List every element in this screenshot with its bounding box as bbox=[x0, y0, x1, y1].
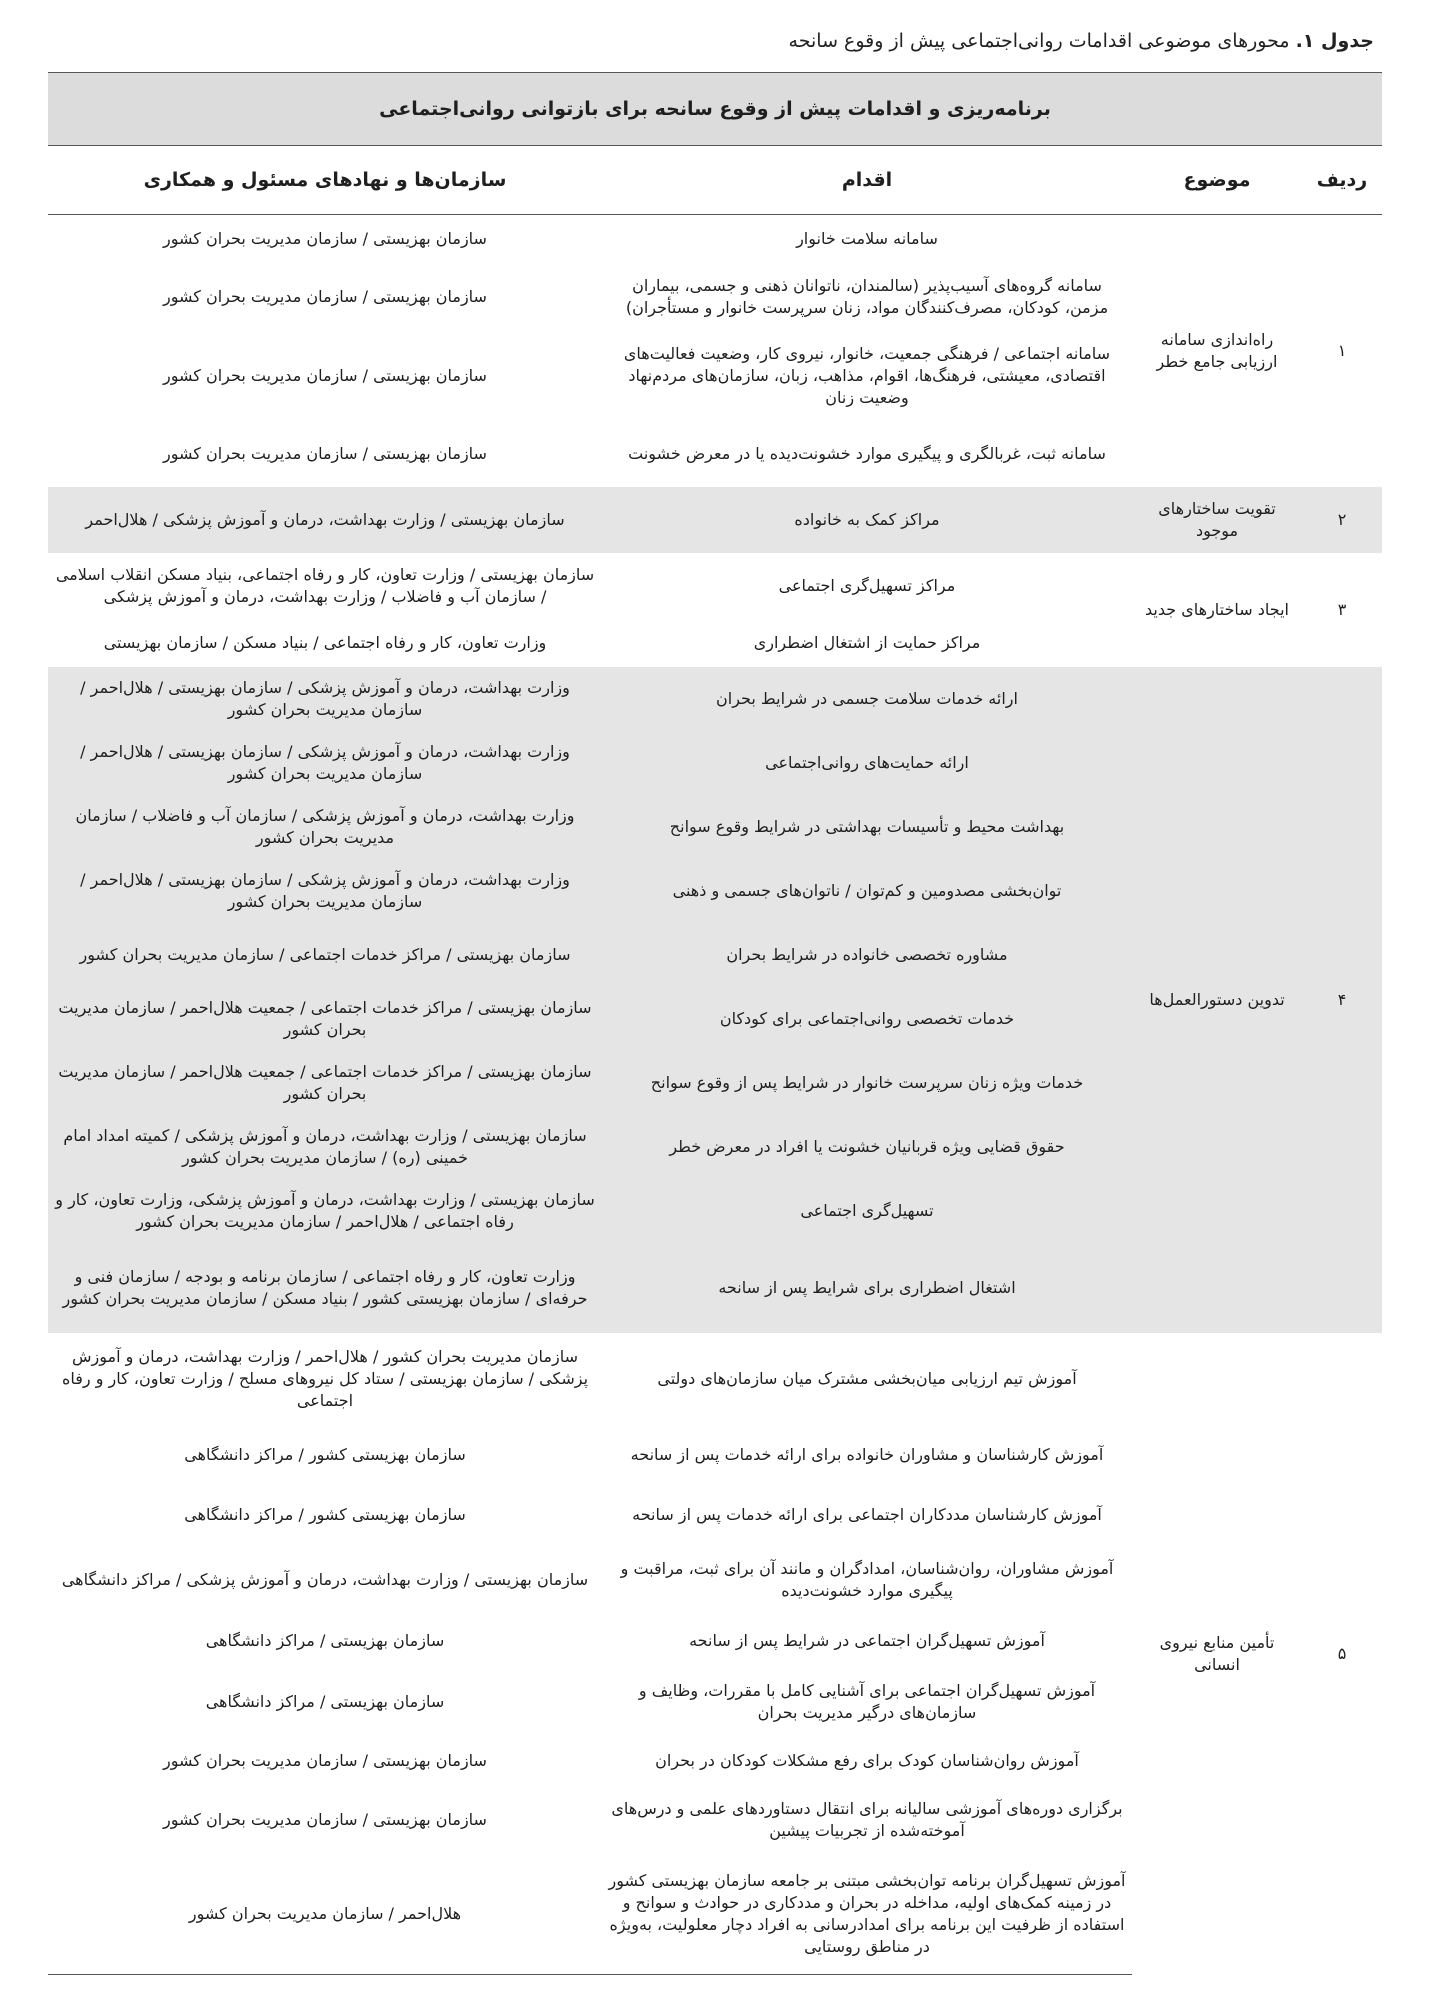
action-cell: برگزاری دوره‌های آموزشی سالیانه برای انتقال دستاوردهای علمی و درس‌های آموخته‌شده از تجربیات پیشین bbox=[611, 1798, 1123, 1840]
action-cell: ارائه حمایت‌های روانی‌اجتماعی bbox=[602, 731, 1132, 795]
orgs-cell: سازمان بهزیستی / وزارت تعاون، کار و رفاه اجتماعی، بنیاد مسکن انقلاب اسلامی / سازمان آب و فاضلاب / وزارت بهداشت، درمان و آموزش پزشکی bbox=[55, 564, 595, 606]
caption-text: محورهای موضوعی اقدامات روانی‌اجتماعی پیش از وقوع سانحه bbox=[788, 30, 1296, 52]
header-organizations: سازمان‌ها و نهادهای مسئول و همکاری bbox=[48, 146, 602, 215]
action-cell: آموزش تسهیل‌گران اجتماعی در شرایط پس از سانحه bbox=[689, 1630, 1045, 1650]
orgs-cell: سازمان بهزیستی کشور / مراکز دانشگاهی bbox=[184, 1504, 466, 1524]
action-cell: مشاوره تخصصی خانواده در شرایط بحران bbox=[602, 923, 1132, 987]
orgs-cell: وزارت بهداشت، درمان و آموزش پزشکی / سازمان آب و فاضلاب / سازمان مدیریت بحران کشور bbox=[48, 795, 602, 859]
orgs-cell: سازمان بهزیستی / وزارت بهداشت، درمان و آموزش پزشکی / کمیته امداد امام خمینی (ره) / سازمان مدیریت بحران کشور bbox=[48, 1115, 602, 1179]
row-number: ۱ bbox=[1337, 340, 1347, 360]
action-cell: سامانه اجتماعی / فرهنگی جمعیت، خانوار، نیروی کار، وضعیت فعالیت‌های اقتصادی، معیشتی، فرهنگ‌ها، اقوام، مذاهب، زبان، سازمان‌های مردم‌نهاد وضعیت زنان bbox=[623, 343, 1111, 407]
orgs-cell: سازمان بهزیستی / سازمان مدیریت بحران کشور bbox=[163, 1750, 487, 1770]
header-action: اقدام bbox=[602, 146, 1132, 215]
orgs-cell: سازمان بهزیستی / مراکز دانشگاهی bbox=[205, 1691, 445, 1711]
orgs-cell: سازمان بهزیستی / وزارت بهداشت، درمان و آموزش پزشکی، وزارت تعاون، کار و رفاه اجتماعی / هلال‌احمر / سازمان مدیریت بحران کشور bbox=[48, 1179, 602, 1243]
action-cell: سامانه گروه‌های آسیب‌پذیر (سالمندان، ناتوانان ذهنی و جسمی، بیماران مزمن، کودکان، مصرف‌کنندگان مواد، زنان سرپرست خانوار و مستأجران) bbox=[625, 275, 1109, 317]
orgs-cell: وزارت بهداشت، درمان و آموزش پزشکی / سازمان بهزیستی / هلال‌احمر / سازمان مدیریت بحران کشور bbox=[48, 859, 602, 923]
orgs-cell: سازمان مدیریت بحران کشور / هلال‌احمر / وزارت بهداشت، درمان و آموزش پزشکی / سازمان بهزیستی / ستاد کل نیروهای مسلح / وزارت تعاون، کار و رفاه اجتماعی bbox=[61, 1346, 589, 1410]
action-cell: تسهیل‌گری اجتماعی bbox=[602, 1179, 1132, 1243]
orgs-cell: سازمان بهزیستی کشور / مراکز دانشگاهی bbox=[184, 1444, 466, 1464]
table-caption bbox=[789, 26, 1374, 56]
orgs-cell: سازمان بهزیستی / سازمان مدیریت بحران کشور bbox=[163, 286, 487, 306]
action-cell: بهداشت محیط و تأسیسات بهداشتی در شرایط وقوع سوانح bbox=[602, 795, 1132, 859]
caption-label: جدول ۱. bbox=[1295, 30, 1374, 52]
orgs-cell: سازمان بهزیستی / سازمان مدیریت بحران کشور bbox=[163, 228, 487, 248]
table-header-row bbox=[48, 146, 1382, 215]
topic-cell: تأمین منابع نیروی انسانی bbox=[1159, 1632, 1275, 1674]
orgs-cell: سازمان بهزیستی / مراکز خدمات اجتماعی / جمعیت هلال‌احمر / سازمان مدیریت بحران کشور bbox=[48, 1051, 602, 1115]
orgs-cell: سازمان بهزیستی / سازمان مدیریت بحران کشور bbox=[163, 365, 487, 385]
topic-cell: تدوین دستورالعمل‌ها bbox=[1132, 667, 1302, 1333]
table-row bbox=[48, 487, 1382, 553]
orgs-cell: سازمان بهزیستی / سازمان مدیریت بحران کشور bbox=[163, 443, 487, 463]
action-cell: آموزش روان‌شناسان کودک برای رفع مشکلات کودکان در بحران bbox=[655, 1750, 1079, 1770]
row-number: ۵ bbox=[1337, 1643, 1347, 1663]
action-cell: خدمات تخصصی روانی‌اجتماعی برای کودکان bbox=[602, 987, 1132, 1051]
orgs-cell: وزارت تعاون، کار و رفاه اجتماعی / سازمان برنامه و بودجه / سازمان فنی و حرفه‌ای / سازمان بهزیستی کشور / بنیاد مسکن / سازمان مدیریت بحران کشور bbox=[48, 1243, 602, 1333]
table-container bbox=[48, 72, 1382, 1975]
action-cell: آموزش کارشناسان و مشاوران خانواده برای ارائه خدمات پس از سانحه bbox=[630, 1444, 1104, 1464]
table-row bbox=[48, 553, 1382, 619]
row-number: ۲ bbox=[1302, 487, 1382, 553]
table-row bbox=[48, 215, 1382, 263]
orgs-cell: سازمان بهزیستی / مراکز دانشگاهی bbox=[205, 1630, 445, 1650]
orgs-cell: سازمان بهزیستی / سازمان مدیریت بحران کشور bbox=[163, 1809, 487, 1829]
topic-cell: ایجاد ساختارهای جدید bbox=[1145, 599, 1289, 619]
actions-table bbox=[48, 72, 1382, 1975]
action-cell: آموزش کارشناسان مددکاران اجتماعی برای ارائه خدمات پس از سانحه bbox=[632, 1504, 1102, 1524]
action-cell: سامانه ثبت، غربالگری و پیگیری موارد خشونت‌دیده یا در معرض خشونت bbox=[628, 443, 1106, 463]
orgs-cell: وزارت بهداشت، درمان و آموزش پزشکی / سازمان بهزیستی / هلال‌احمر / سازمان مدیریت بحران کشور bbox=[48, 731, 602, 795]
table-title-row bbox=[48, 73, 1382, 146]
header-topic: موضوع bbox=[1132, 146, 1302, 215]
action-cell: توان‌بخشی مصدومین و کم‌توان / ناتوان‌های جسمی و ذهنی bbox=[602, 859, 1132, 923]
action-cell: آموزش تیم ارزیابی میان‌بخشی مشترک میان سازمان‌های دولتی bbox=[657, 1368, 1077, 1388]
table-row bbox=[48, 667, 1382, 731]
orgs-cell: هلال‌احمر / سازمان مدیریت بحران کشور bbox=[48, 1855, 602, 1975]
orgs-cell: وزارت بهداشت، درمان و آموزش پزشکی / سازمان بهزیستی / هلال‌احمر / سازمان مدیریت بحران کشور bbox=[48, 667, 602, 731]
action-cell: سامانه سلامت خانوار bbox=[796, 228, 938, 248]
action-cell: مراکز تسهیل‌گری اجتماعی bbox=[778, 575, 956, 595]
header-row-number: ردیف bbox=[1302, 146, 1382, 215]
row-number: ۳ bbox=[1337, 599, 1347, 619]
action-cell: خدمات ویژه زنان سرپرست خانوار در شرایط پس از وقوع سوانح bbox=[602, 1051, 1132, 1115]
action-cell: آموزش تسهیل‌گران اجتماعی برای آشنایی کامل با مقررات، وظایف و سازمان‌های درگیر مدیریت بحران bbox=[638, 1680, 1096, 1722]
orgs-cell: سازمان بهزیستی / وزارت بهداشت، درمان و آموزش پزشکی / مراکز دانشگاهی bbox=[61, 1569, 589, 1589]
action-cell: حقوق قضایی ویژه قربانیان خشونت یا افراد در معرض خطر bbox=[602, 1115, 1132, 1179]
action-cell: آموزش تسهیل‌گران برنامه توان‌بخشی مبتنی بر جامعه سازمان بهزیستی کشور در زمینه کمک‌های اولیه، مداخله در بحران و مددکاری در حوادث و سوانح و استفاده از ظرفیت این برنامه برای امدادرسانی به افراد دچار معلولیت، به‌ویژه در مناطق روستایی bbox=[602, 1855, 1132, 1975]
orgs-cell: سازمان بهزیستی / مراکز خدمات اجتماعی / جمعیت هلال‌احمر / سازمان مدیریت بحران کشور bbox=[48, 987, 602, 1051]
action-cell: مراکز کمک به خانواده bbox=[602, 487, 1132, 553]
orgs-cell: سازمان بهزیستی / مراکز خدمات اجتماعی / سازمان مدیریت بحران کشور bbox=[48, 923, 602, 987]
topic-cell: راه‌اندازی سامانه ارزیابی جامع خطر bbox=[1156, 329, 1278, 371]
orgs-cell: سازمان بهزیستی / وزارت بهداشت، درمان و آموزش پزشکی / هلال‌احمر bbox=[48, 487, 602, 553]
action-cell: ارائه خدمات سلامت جسمی در شرایط بحران bbox=[602, 667, 1132, 731]
orgs-cell: وزارت تعاون، کار و رفاه اجتماعی / بنیاد مسکن / سازمان بهزیستی bbox=[103, 632, 547, 652]
row-number: ۴ bbox=[1302, 667, 1382, 1333]
action-cell: آموزش مشاوران، روان‌شناسان، امدادگران و مانند آن برای ثبت، مراقبت و پیگیری موارد خشونت‌دیده bbox=[620, 1558, 1114, 1600]
action-cell: مراکز حمایت از اشتغال اضطراری bbox=[753, 632, 981, 652]
table-row bbox=[48, 1333, 1382, 1425]
topic-cell: تقویت ساختارهای موجود bbox=[1132, 487, 1302, 553]
action-cell: اشتغال اضطراری برای شرایط پس از سانحه bbox=[602, 1243, 1132, 1333]
table-title: برنامه‌ریزی و اقدامات پیش از وقوع سانحه برای بازتوانی روانی‌اجتماعی bbox=[48, 73, 1382, 146]
